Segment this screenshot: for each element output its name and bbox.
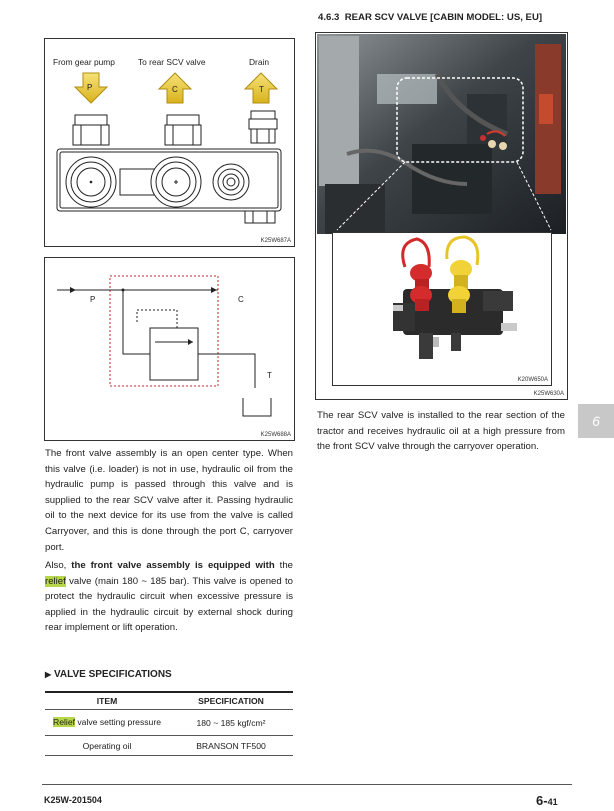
specs-table bbox=[45, 691, 293, 756]
front-valve-figure bbox=[44, 38, 295, 247]
schematic-t-label: T bbox=[267, 371, 272, 380]
schematic-c-label: C bbox=[238, 295, 244, 304]
tractor-photo bbox=[317, 34, 566, 234]
section-title: REAR SCV VALVE [CABIN MODEL: US, EU] bbox=[344, 12, 543, 23]
section-number: 4.6.3 bbox=[318, 12, 340, 23]
para-text: valve (main 180 ~ 185 bar). This valve is opened to protect the hydraulic circuit when excessive pressure is applied in the hydraulic circuit by external shock during rear implement or lift operation. bbox=[45, 575, 293, 634]
table-row bbox=[45, 710, 293, 736]
label-to-rear-scv: To rear SCV valve bbox=[138, 57, 206, 67]
table-cell-spec: BRANSON TF500 bbox=[169, 736, 293, 756]
chapter-tab: 6 bbox=[578, 404, 614, 438]
page-number-minor: 41 bbox=[547, 797, 558, 807]
table-header-row bbox=[45, 692, 293, 710]
page-number bbox=[536, 792, 558, 810]
front-valve-description: The front valve assembly is an open center type. When this valve (i.e. loader) is not in use, hydraulic oil from the hydraulic pump is passed through this valve and is supplied to the rear SCV valve after it. Passing hydraulic oil to the next device for its use from the valve is called Carryover, and this is done through the port C, carryover port. bbox=[45, 448, 293, 553]
figure-code: K25W688A bbox=[260, 432, 291, 438]
schematic-p-label: P bbox=[90, 295, 96, 304]
schematic-drawing bbox=[45, 258, 294, 440]
label-drain: Drain bbox=[249, 57, 270, 67]
para-bold-text: the front valve assembly is equipped with bbox=[71, 560, 275, 571]
para-text: Also, bbox=[45, 560, 72, 571]
port-t-label: T bbox=[259, 85, 264, 94]
highlighted-relief: Relief bbox=[53, 717, 75, 727]
specs-heading-text: VALVE SPECIFICATIONS bbox=[53, 669, 172, 680]
table-cell-item: Operating oil bbox=[45, 736, 169, 756]
table-cell-item bbox=[45, 710, 169, 736]
item-text: valve setting pressure bbox=[75, 717, 161, 727]
page-number-major: 6- bbox=[536, 793, 548, 808]
section-heading bbox=[318, 12, 542, 23]
label-from-gear-pump: From gear pump bbox=[53, 57, 115, 67]
valve-inset bbox=[332, 232, 552, 386]
inset-figure-code: K20W650A bbox=[517, 377, 548, 383]
valve-schematic-figure bbox=[44, 257, 295, 441]
port-c-label: C bbox=[172, 85, 178, 94]
highlighted-relief: relief bbox=[45, 575, 66, 587]
rear-scv-valve-drawing bbox=[333, 233, 551, 385]
specs-heading bbox=[45, 669, 172, 680]
figure-code: K25W630A bbox=[533, 391, 564, 397]
table-row bbox=[45, 736, 293, 756]
col-item-header: ITEM bbox=[45, 692, 169, 710]
relief-valve-paragraph bbox=[45, 558, 293, 636]
footer-doc-id: K25W-201504 bbox=[44, 795, 102, 805]
footer-rule bbox=[42, 784, 572, 785]
port-p-label: P bbox=[87, 83, 93, 92]
para-text: the bbox=[279, 560, 294, 571]
table-cell-spec: 180 ~ 185 kgf/cm² bbox=[169, 710, 293, 736]
triangle-bullet-icon: ▶ bbox=[45, 670, 52, 679]
front-valve-drawing bbox=[45, 39, 294, 246]
rear-scv-photo-figure bbox=[315, 32, 568, 400]
rear-scv-description: The rear SCV valve is installed to the rear section of the tractor and receives hydraulic oil at a high pressure from the front SCV valve through the carryover operation. bbox=[317, 410, 565, 453]
figure-code: K25W687A bbox=[260, 238, 291, 244]
col-spec-header: SPECIFICATION bbox=[169, 692, 293, 710]
